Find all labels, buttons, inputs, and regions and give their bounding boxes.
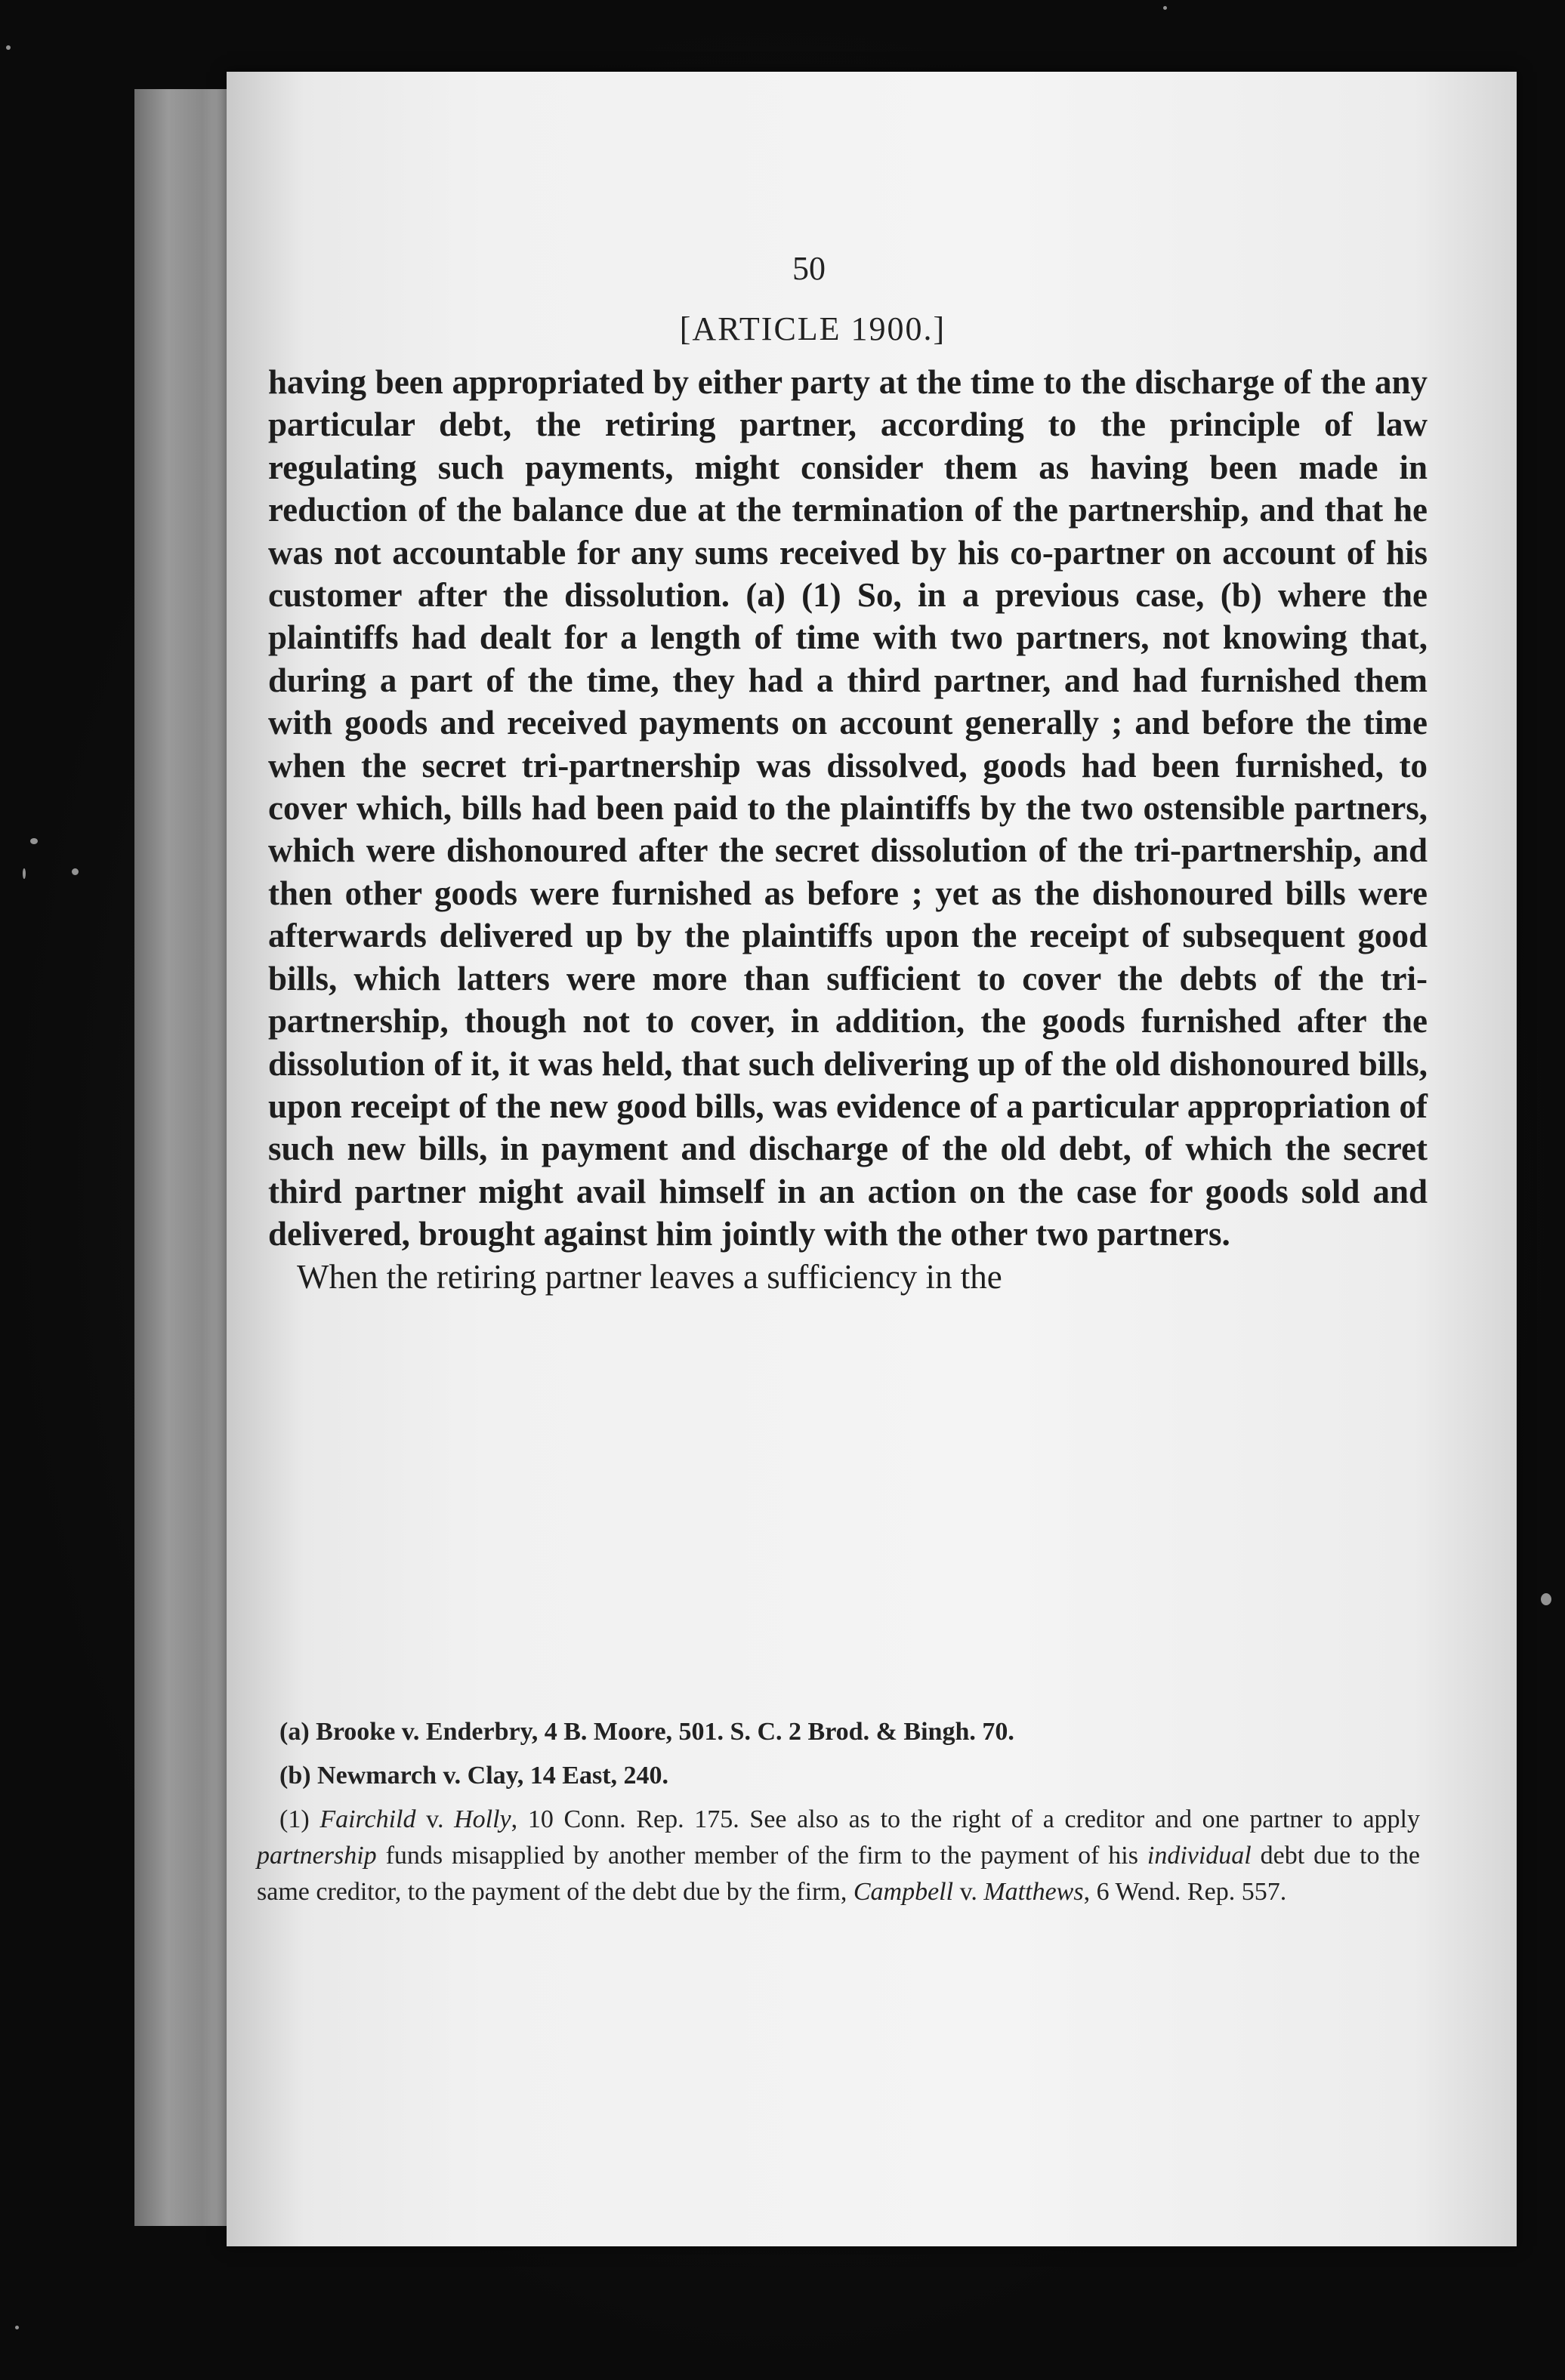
footnote-text: v. <box>415 1805 455 1833</box>
scan-speck <box>30 838 38 844</box>
emphasis: individual <box>1147 1842 1252 1870</box>
footnote-text: v. <box>953 1878 984 1906</box>
case-name: Holly <box>454 1805 511 1833</box>
footnote-text: funds misapplied by another member of the firm to the payment of his <box>376 1842 1147 1870</box>
scan-speck <box>1541 1593 1551 1605</box>
scan-speck <box>72 868 79 875</box>
footnote-text: debt due to the same creditor, to the payment of the debt due by the firm, <box>257 1842 1420 1906</box>
scan-speck <box>15 2326 19 2329</box>
footnote-b: (b) Newmarch v. Clay, 14 East, 240. <box>279 1762 669 1790</box>
page-number: 50 <box>792 250 826 287</box>
footnote-1 <box>257 1802 1420 1910</box>
scan-speck <box>6 45 11 50</box>
case-name: Campbell <box>853 1878 954 1906</box>
body-paragraph-1: having been appropriated by either party at the time to the discharge of the any particular debt, the retiring partner, according to the principle of law regulating such payments, might consider them as having been made in reduction of the balance due at the termination of the partnership, and that he was not accountable for any sums received by his co-partner on account of his customer after the dissolution. (a) (1) So, in a previous case, (b) where the plaintiffs had dealt for a length of time with two partners, not knowing that, during a part of the time, they had a third partner, and had furnished them with goods and received payments on account generally ; and before the time when the secret tri-partnership was dissolved, goods had been furnished, to cover which, bills had been paid to the plaintiffs by the two ostensible partners, which were dishonoured after the secret dissolution of the tri-partnership, and then other goods were furnished as before ; yet as the dishonoured bills were afterwards delivered up by the plaintiffs upon the receipt of subsequent good bills, which latters were more than sufficient to cover the debts of the tri-partnership, though not to cover, in addition, the goods furnished after the dissolution of it, it was held, that such delivering up of the old dishonoured bills, upon receipt of the new good bills, was evidence of a particular appropriation of such new bills, in payment and discharge of the old debt, of which the secret third partner might avail himself in an action on the case for goods sold and delivered, brought against him jointly with the other two partners. <box>268 363 1428 1253</box>
body-text <box>268 361 1428 1298</box>
scan-speck <box>1163 6 1167 10</box>
body-paragraph-2: When the retiring partner leaves a sufficiency in the <box>297 1257 1002 1296</box>
footnote-text: , 10 Conn. Rep. 175. See also as to the right of a creditor and one partner to apply <box>511 1805 1420 1833</box>
footnote-text: , 6 Wend. Rep. 557. <box>1083 1878 1287 1906</box>
case-name: Fairchild <box>319 1805 416 1833</box>
footnotes <box>257 1714 1420 1918</box>
scan-speck <box>23 868 26 879</box>
case-name: Matthews <box>983 1878 1084 1906</box>
footnote-1-marker: (1) <box>279 1805 320 1833</box>
emphasis: partnership <box>257 1842 377 1870</box>
article-heading: [ARTICLE 1900.] <box>679 310 946 347</box>
footnote-a: (a) Brooke v. Enderbry, 4 B. Moore, 501. S. C. 2 Brod. & Bingh. 70. <box>279 1718 1014 1746</box>
